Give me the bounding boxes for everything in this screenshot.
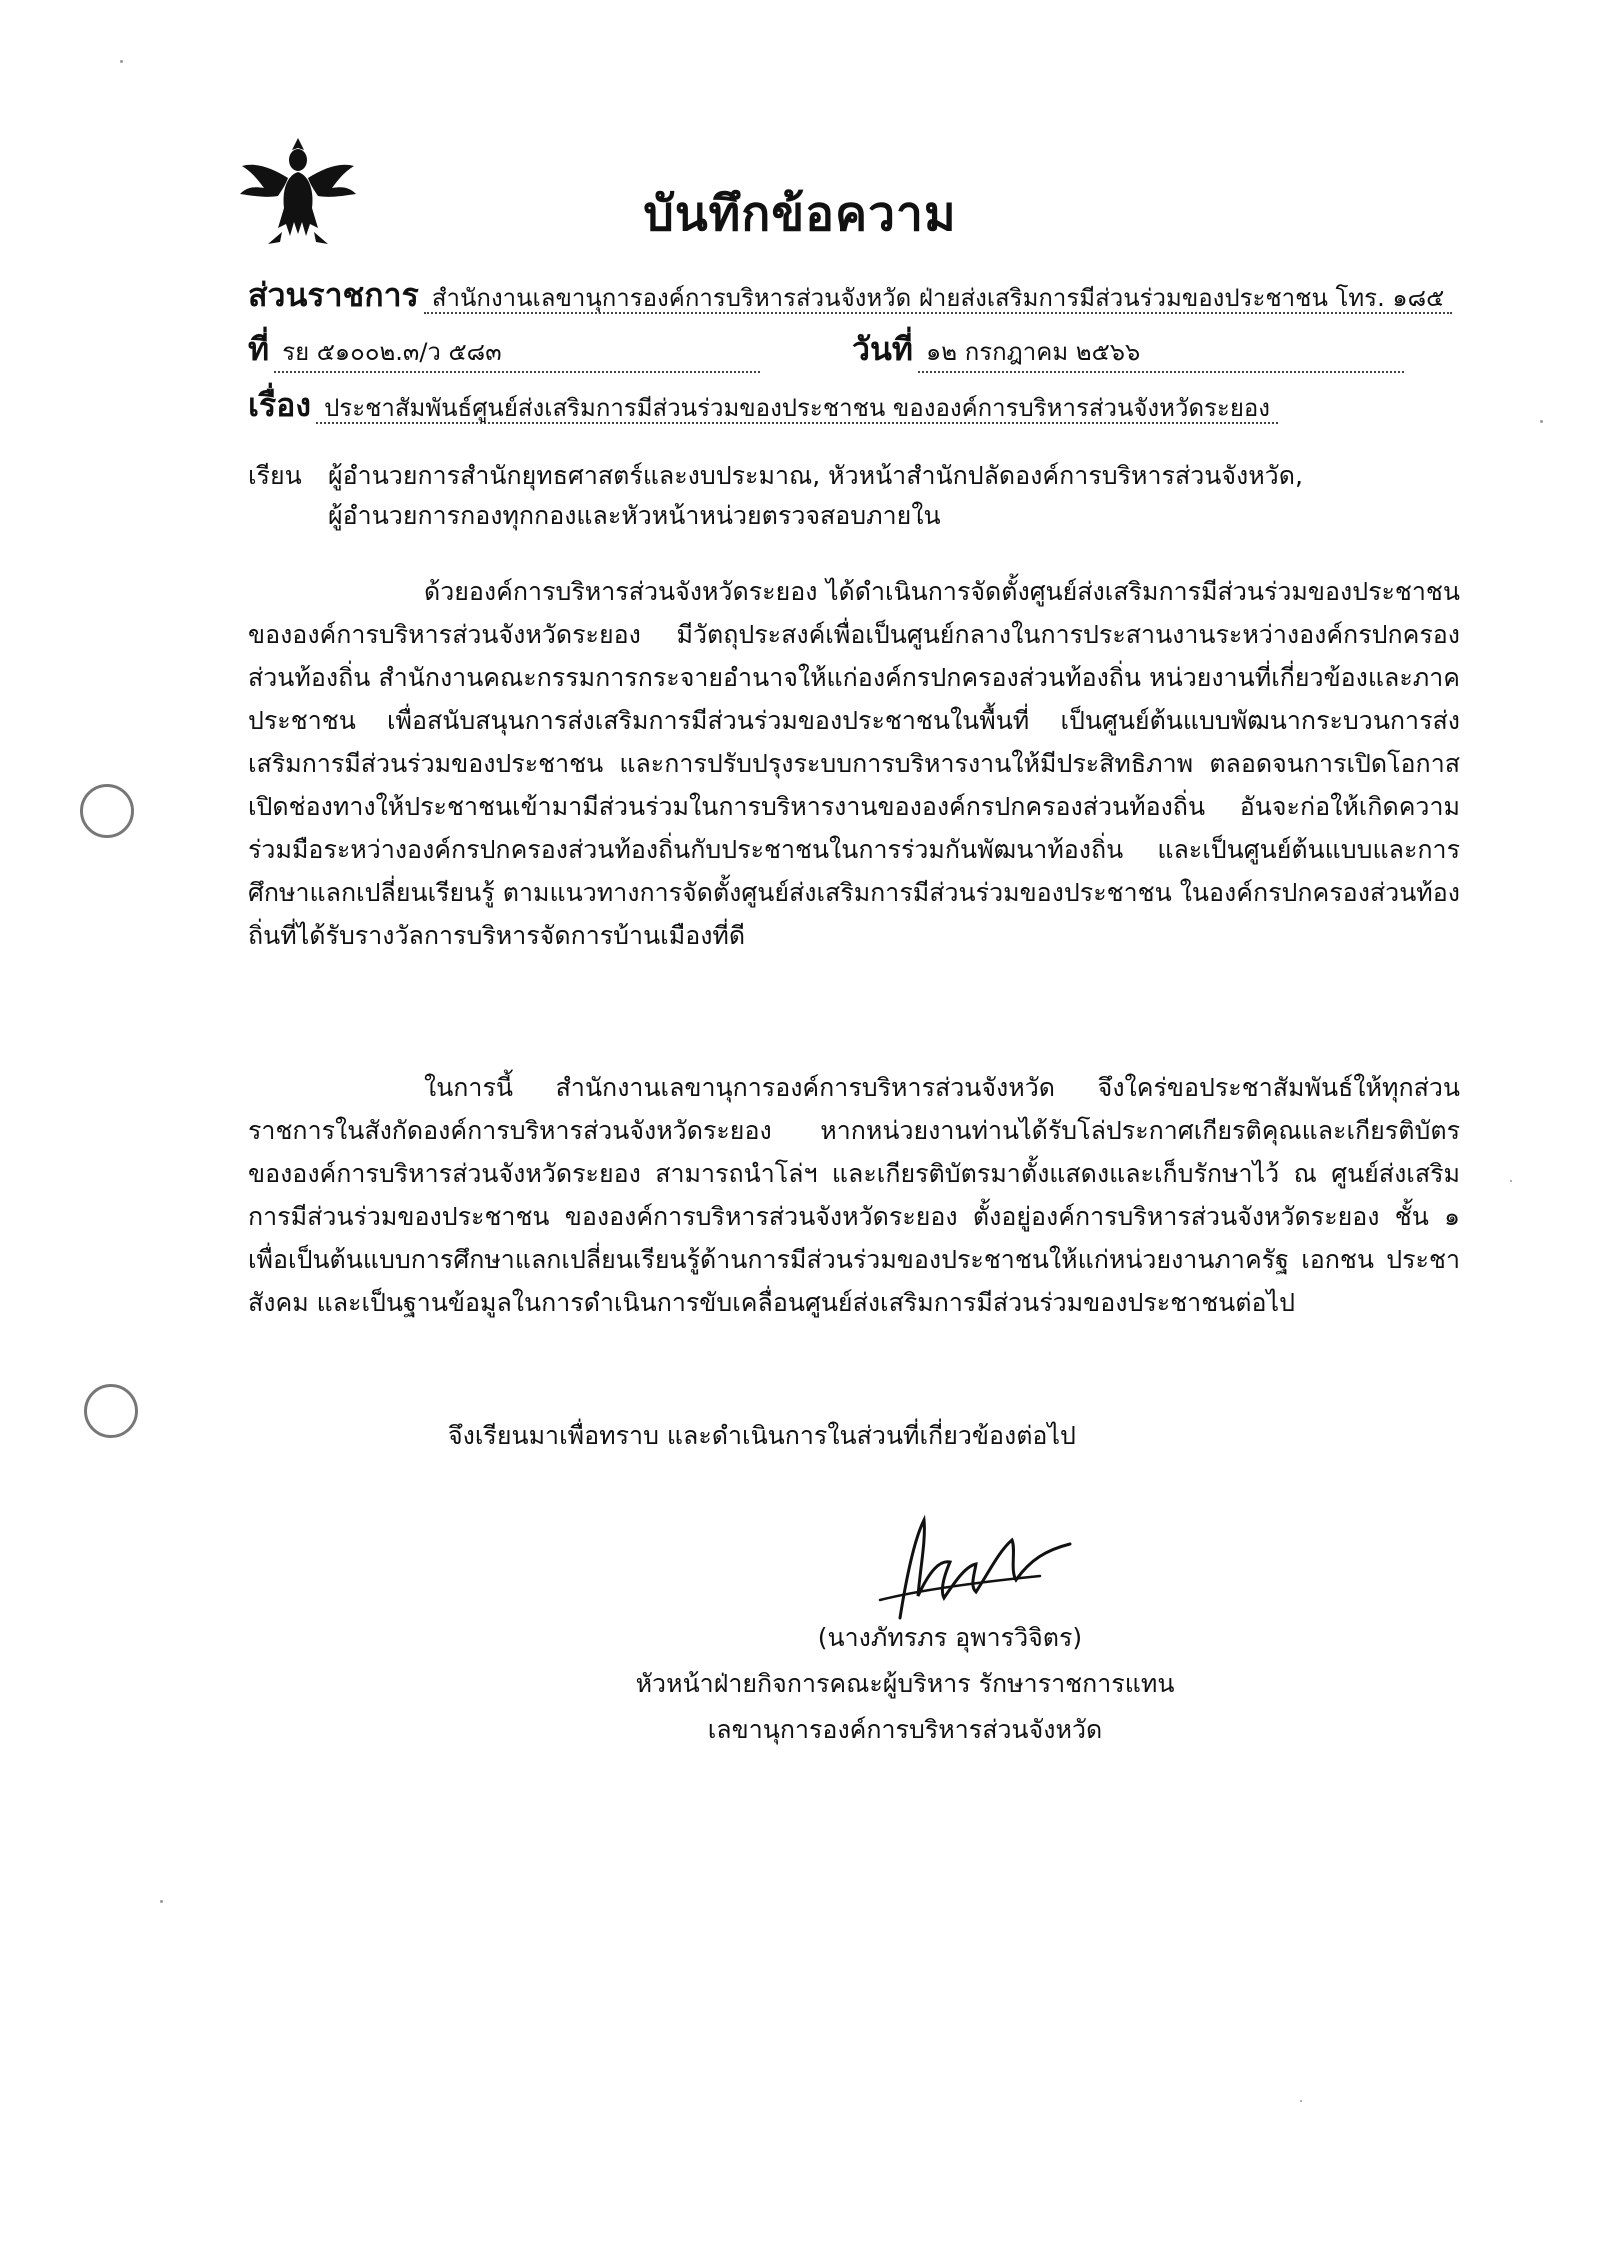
reference-label: ที่	[248, 330, 270, 368]
date-value: ๑๒ กรกฎาคม ๒๕๖๖	[918, 332, 1404, 373]
scan-speck	[160, 1900, 163, 1903]
signatory-name: (นางภัทรภร อุพารวิจิตร)	[817, 1623, 1083, 1652]
addressee-block	[248, 456, 1303, 536]
punch-hole-mark	[80, 784, 134, 838]
addressee-line-1	[248, 456, 1303, 496]
scan-speck	[1300, 2100, 1302, 2102]
handwritten-signature	[840, 1500, 1080, 1630]
subject-label: เรื่อง	[248, 386, 311, 424]
memo-title: บันทึกข้อความ	[643, 186, 957, 242]
addressee-label: เรียน	[248, 461, 302, 490]
addressee-text-1: ผู้อำนวยการสำนักยุทธศาสตร์และงบประมาณ, หัวหน้าสำนักปลัดองค์การบริหารส่วนจังหวัด,	[328, 461, 1303, 490]
reference-group	[248, 324, 760, 375]
header-department-row	[248, 270, 1458, 314]
punch-hole-mark	[84, 1384, 138, 1438]
subject-value: ประชาสัมพันธ์ศูนย์ส่งเสริมการมีส่วนร่วมของประชาชน ขององค์การบริหารส่วนจังหวัดระยอง	[316, 394, 1278, 424]
addressee-line-2: ผู้อำนวยการกองทุกกองและหัวหน้าหน่วยตรวจสอบภายใน	[328, 501, 941, 530]
header-subject-row	[248, 380, 1458, 424]
signatory-position-2: เลขานุการองค์การบริหารส่วนจังหวัด	[707, 1715, 1103, 1744]
date-group	[852, 324, 1404, 375]
reference-number: รย ๕๑๐๐๒.๓/ว ๕๘๓	[274, 332, 760, 373]
body-paragraph-2: ในการนี้ สำนักงานเลขานุการองค์การบริหารส่วนจังหวัด จึงใคร่ขอประชาสัมพันธ์ให้ทุกส่วนราชการในสังกัดองค์การบริหารส่วนจังหวัดระยอง หากหน่วยงานท่านได้รับโล่ประกาศเกียรติคุณและเกียรติบัตรขององค์การบริหารส่วนจังหวัดระยอง สามารถนำโล่ฯ และเกียรติบัตรมาตั้งแสดงและเก็บรักษาไว้ ณ ศูนย์ส่งเสริมการมีส่วนร่วมของประชาชน ขององค์การบริหารส่วนจังหวัดระยอง ตั้งอยู่องค์การบริหารส่วนจังหวัดระยอง ชั้น ๑ เพื่อเป็นต้นแบบการศึกษาแลกเปลี่ยนเรียนรู้ด้านการมีส่วนร่วมของประชาชนให้แก่หน่วยงานภาครัฐ เอกชน ประชาสังคม และเป็นฐานข้อมูลในการดำเนินการขับเคลื่อนศูนย์ส่งเสริมการมีส่วนร่วมของประชาชนต่อไป	[248, 1073, 1460, 1317]
closing-line: จึงเรียนมาเพื่อทราบ และดำเนินการในส่วนที่เกี่ยวข้องต่อไป	[448, 1421, 1076, 1450]
header-reference-row	[248, 324, 1458, 368]
signatory-position-1: หัวหน้าฝ่ายกิจการคณะผู้บริหาร รักษาราชการแทน	[635, 1669, 1175, 1698]
scan-speck	[1510, 1180, 1512, 1182]
date-label: วันที่	[852, 330, 913, 368]
scan-speck	[1540, 420, 1543, 423]
scan-speck	[120, 60, 123, 63]
department-value: สำนักงานเลขานุการองค์การบริหารส่วนจังหวัด ฝ่ายส่งเสริมการมีส่วนร่วมของประชาชน โทร. ๑๘๕	[424, 284, 1452, 314]
department-label: ส่วนราชการ	[248, 276, 419, 314]
body-paragraph-1: ด้วยองค์การบริหารส่วนจังหวัดระยอง ได้ดำเนินการจัดตั้งศูนย์ส่งเสริมการมีส่วนร่วมของประชาชน ขององค์การบริหารส่วนจังหวัดระยอง มีวัตถุประสงค์เพื่อเป็นศูนย์กลางในการประสานงานระหว่างองค์กรปกครองส่วนท้องถิ่น สำนักงานคณะกรรมการกระจายอำนาจให้แก่องค์กรปกครองส่วนท้องถิ่น หน่วยงานที่เกี่ยวข้องและภาคประชาชน เพื่อสนับสนุนการส่งเสริมการมีส่วนร่วมของประชาชนในพื้นที่ เป็นศูนย์ต้นแบบพัฒนากระบวนการส่งเสริมการมีส่วนร่วมของประชาชน และการปรับปรุงระบบการบริหารงานให้มีประสิทธิภาพ ตลอดจนการเปิดโอกาส เปิดช่องทางให้ประชาชนเข้ามามีส่วนร่วมในการบริหารงานขององค์กรปกครองส่วนท้องถิ่น อันจะก่อให้เกิดความร่วมมือระหว่างองค์กรปกครองส่วนท้องถิ่นกับประชาชนในการร่วมกันพัฒนาท้องถิ่น และเป็นศูนย์ต้นแบบและการศึกษาแลกเปลี่ยนเรียนรู้ ตามแนวทางการจัดตั้งศูนย์ส่งเสริมการมีส่วนร่วมของประชาชน ในองค์กรปกครองส่วนท้องถิ่นที่ได้รับรางวัลการบริหารจัดการบ้านเมืองที่ดี	[248, 577, 1460, 950]
